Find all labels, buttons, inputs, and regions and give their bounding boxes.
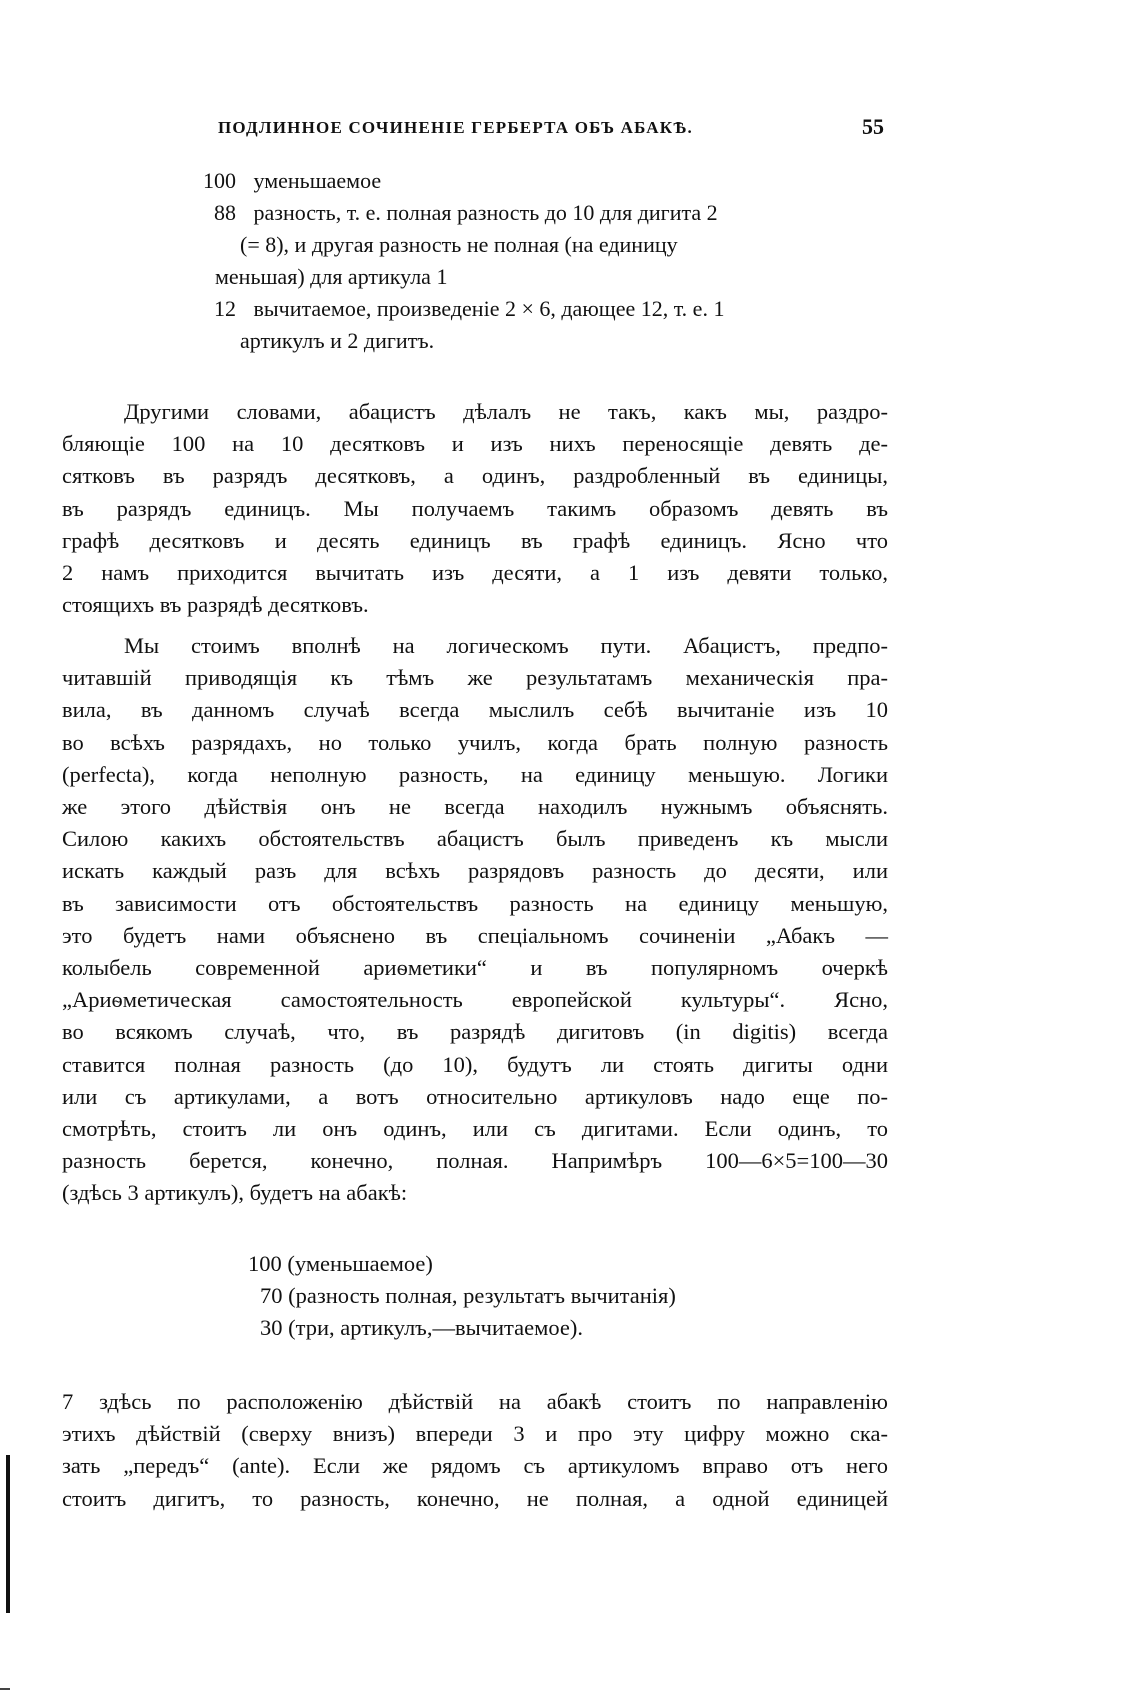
calc-text: вычитаемое, произведеніе 2 × 6, дающее 12, т. е. 1 (253, 296, 725, 321)
calc-text: разность, т. е. полная разность до 10 для дигита 2 (253, 200, 718, 225)
abacus-example (248, 1248, 676, 1344)
calc-continuation: артикулъ и 2 дигитъ. (240, 328, 435, 353)
text-line: въ разрядъ единицъ. Мы получаемъ такимъ образомъ девять въ (62, 495, 888, 521)
text-line: сятковъ въ разрядъ десятковъ, а одинъ, раздробленный въ единицы, (62, 463, 888, 489)
text-line: (здѣсь 3 артикулъ), будетъ на абакѣ: (62, 1180, 408, 1206)
text-line: графѣ десятковъ и десять единицъ въ графѣ единицъ. Ясно что (62, 527, 888, 553)
text-line: Другими словами, абацистъ дѣлалъ не такъ, какъ мы, раздро- (124, 399, 888, 424)
paragraph (62, 630, 888, 1210)
scan-edge-rule (0, 1688, 10, 1690)
text-line: же этого дѣйствія онъ не всегда находилъ нужнымъ объяснять. (62, 794, 888, 820)
page-number: 55 (862, 114, 884, 139)
example-row: 70 (разность полная, результатъ вычитанія) (260, 1283, 676, 1308)
text-line: бляющіе 100 на 10 десятковъ и изъ нихъ переносящіе девять де- (62, 431, 888, 457)
text-line: во всякомъ случаѣ, что, въ разрядѣ дигитовъ (in digitis) всегда (62, 1019, 888, 1045)
calc-row (190, 293, 724, 325)
text-line: колыбель современной ариѳметики“ и въ популярномъ очеркѣ (62, 955, 888, 981)
text-line: этихъ дѣйствій (сверху внизъ) впереди 3 и про эту цифру можно ска- (62, 1421, 888, 1447)
text-line: стоящихъ въ разрядѣ десятковъ. (62, 592, 369, 618)
text-line: искать каждый разъ для всѣхъ разрядовъ разность до десяти, или (62, 858, 888, 884)
paragraph (62, 396, 888, 621)
text-line: это будетъ нами объяснено въ спеціальномъ сочиненіи „Абакъ — (62, 922, 888, 948)
text-line: Мы стоимъ вполнѣ на логическомъ пути. Абацистъ, предпо- (124, 633, 888, 658)
text-line: 7 здѣсь по расположенію дѣйствій на абакѣ стоитъ по направленію (62, 1389, 888, 1414)
binding-edge-mark (6, 1455, 10, 1613)
text-line: вила, въ данномъ случаѣ всегда мыслилъ себѣ вычитаніе изъ 10 (62, 697, 888, 723)
text-line: въ зависимости отъ обстоятельствъ разность на единицу меньшую, (62, 890, 888, 916)
text-line: читавшій приводящія къ тѣмъ же результатамъ механическія пра- (62, 665, 888, 691)
paragraph (62, 1386, 888, 1515)
text-line: Силою какихъ обстоятельствъ абацистъ былъ приведенъ къ мысли (62, 826, 888, 852)
calc-continuation: меньшая) для артикула 1 (215, 264, 448, 289)
text-line: „Ариѳметическая самостоятельность европейской культуры“. Ясно, (62, 987, 888, 1013)
calc-number: 100 (203, 168, 236, 193)
text-line: или съ артикулами, а вотъ относительно артикуловъ надо еще по- (62, 1083, 888, 1109)
calc-row (190, 197, 718, 229)
text-line: стоитъ дигитъ, то разность, конечно, не полная, а одной единицей (62, 1485, 888, 1511)
text-line: ставится полная разность (до 10), будутъ ли стоять дигиты одни (62, 1051, 888, 1077)
calc-row (190, 165, 381, 197)
calc-number: 12 (214, 296, 236, 321)
calc-number: 88 (214, 200, 236, 225)
text-line: зать „передъ“ (ante). Если же рядомъ съ артикуломъ вправо отъ него (62, 1453, 888, 1479)
calc-continuation: (= 8), и другая разность не полная (на единицу (240, 232, 678, 257)
text-line: разность берется, конечно, полная. Напримѣръ 100—6×5=100—30 (62, 1148, 888, 1174)
text-line: смотрѣть, стоитъ ли онъ одинъ, или съ дигитами. Если одинъ, то (62, 1116, 888, 1142)
example-row: 100 (уменьшаемое) (248, 1251, 433, 1276)
example-row: 30 (три, артикулъ,—вычитаемое). (260, 1315, 583, 1340)
calc-text: уменьшаемое (253, 168, 382, 193)
text-line: 2 намъ приходится вычитать изъ десяти, а 1 изъ девяти только, (62, 560, 888, 586)
text-line: (perfecta), когда неполную разность, на единицу меньшую. Логики (62, 761, 888, 787)
text-line: во всѣхъ разрядахъ, но только училъ, когда брать полную разность (62, 729, 888, 755)
running-header: ПОДЛИННОЕ СОЧИНЕНІЕ ГЕРБЕРТА ОБЪ АБАКѢ. (218, 118, 693, 137)
